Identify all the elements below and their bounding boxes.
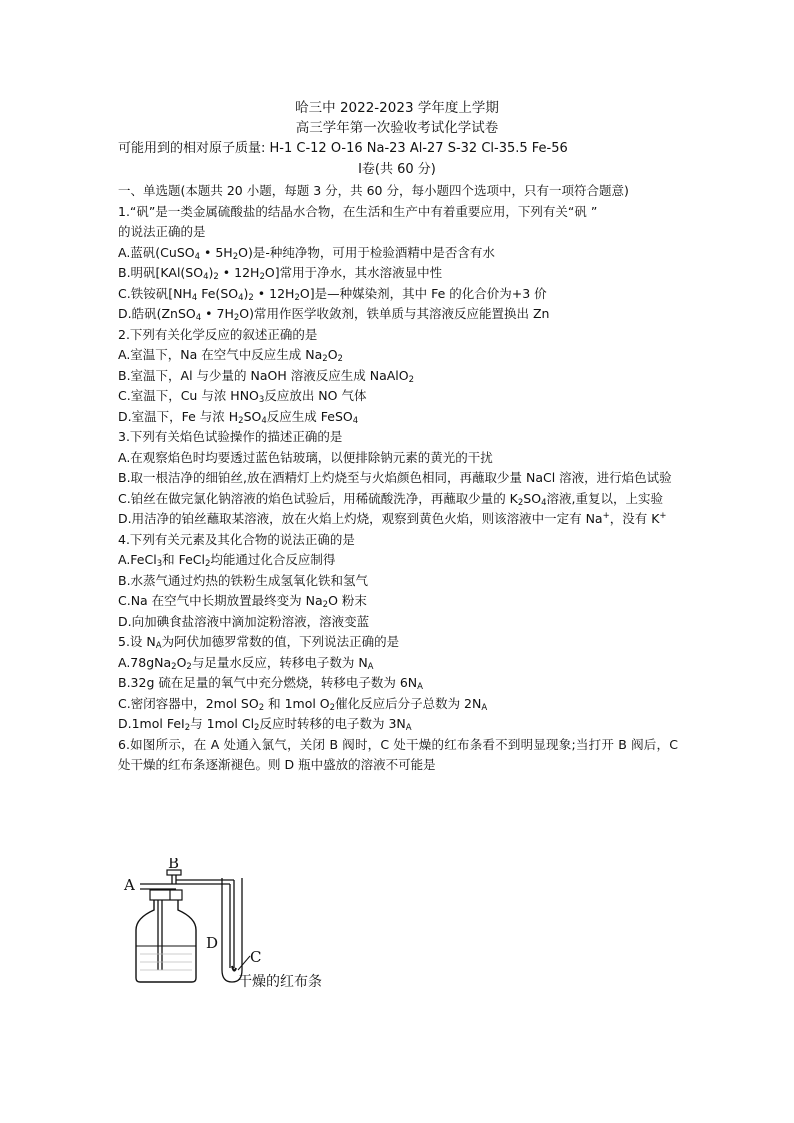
- q5-stem: 5.设 $N_A$为阿伏加德罗常数的值，下列说法正确的是: [118, 634, 400, 651]
- q3-option-c: C.铂丝在做完氯化钠溶液的焰色试验后，用稀硫酸洗净，再蘸取少量的 $K_2SO_4$溶液,重复以，上实验: [118, 490, 663, 508]
- apparatus-figure: [118, 858, 378, 998]
- section-heading: 一、单选题(本题共 20 小题，每题 3 分，共 60 分，每小题四个选项中，只有一项符合题意): [118, 183, 629, 198]
- q2-option-b: B.室温下，Al 与少量的 NaOH 溶液反应生成 NaAlO$_2$: [118, 367, 415, 385]
- q4-stem: 4.下列有关元素及其化合物的说法正确的是: [118, 531, 355, 547]
- label-d: D: [206, 934, 219, 952]
- q1-option-b: B.明矾[$KAl(SO_4)_2$ • $12H_2O$]常用于净水，其水溶液显中性: [118, 265, 443, 282]
- label-b: B: [168, 858, 180, 872]
- q5-option-a: $A.78gNa_2O_2$与足量水反应，转移电子数为 $N_A$: [118, 654, 374, 672]
- header-exam-title: 高三学年第一次验收考试化学试卷: [295, 120, 499, 136]
- q4-option-c: C.Na 在空气中长期放置最终变为 $Na_2O$ 粉末: [118, 593, 367, 610]
- q1-option-d: D.皓矾(ZnSO$_4$ • $7H_2O$)常用作医学收敛剂，铁单质与其溶液反应能置换出 Zn: [118, 306, 550, 323]
- header-school-year: 哈三中 2022-2023 学年度上学期: [295, 100, 499, 116]
- label-c: C: [250, 948, 262, 966]
- q4-option-b: B.水蒸气通过灼热的铁粉生成氢氧化铁和氢气: [118, 572, 369, 588]
- q2-option-d: D.室温下，Fe 与浓 $H_2SO_4$反应生成 FeSO$_4$: [118, 408, 359, 426]
- q2-stem: 2.下列有关化学反应的叙述正确的是: [118, 326, 318, 342]
- q1-option-a: A.蓝矾(CuSO$_4$ • $5H_2O$)是-种纯净物，可用于检验酒精中是否含有水: [118, 244, 495, 262]
- label-a: A: [124, 876, 135, 894]
- q2-option-c: C.室温下，Cu 与浓 $HNO_3$反应放出 NO 气体: [118, 388, 367, 405]
- volume-heading: Ⅰ卷(共 60 分): [358, 162, 436, 177]
- q3-stem: 3.下列有关焰色试验操作的描述正确的是: [118, 429, 343, 444]
- question-content: [118, 181, 678, 776]
- q5-option-b: B.32g 硫在足量的氧气中充分燃烧，转移电子数为 $6N_A$: [118, 675, 423, 692]
- stopper: [150, 890, 182, 900]
- q1-stem-line1: 1.“矾”是一类金属硫酸盐的结晶水合物，在生活和生产中有着重要应用，下列有关“矾 ”: [118, 203, 598, 219]
- q1-stem-line2: 的说法正确的是: [118, 224, 206, 239]
- q5-option-d: D.1mol FeI$_2$与 1mol $Cl_2$反应时转移的电子数为 $3N_A$: [118, 716, 412, 733]
- figure-caption: 干燥的红布条: [238, 974, 322, 990]
- q2-option-a: A.室温下，Na 在空气中反应生成 $Na_2O_2$: [118, 347, 343, 364]
- q3-option-b: B.取一根洁净的细铂丝,放在酒精灯上灼烧至与火焰颜色相同，再蘸取少量 NaCl 溶液，进行焰色试验: [118, 470, 672, 485]
- q1-option-c: C.铁铵矾[$NH_4$ $Fe(SO_4)_2$ • $12H_2O$]是—种媒染剂，其中 Fe 的化合价为+3 价: [118, 285, 547, 303]
- q3-option-d: D.用洁净的铂丝蘸取某溶液，放在火焰上灼烧，观察到黄色火焰，则该溶液中一定有 Na+，没有 K+: [118, 511, 667, 526]
- q3-option-a: A.在观察焰色时均要透过蓝色钴玻璃，以便排除钠元素的黄光的干扰: [118, 449, 493, 465]
- q4-option-d: D.向加碘食盐溶液中滴加淀粉溶液，溶液变蓝: [118, 613, 370, 629]
- apparatus-diagram: [118, 858, 378, 998]
- q5-option-c: C.密闭容器中，2mol $SO_2$ 和 1mol $O_2$催化反应后分子总数为 $2N_A$: [118, 695, 488, 713]
- q4-option-a: A.FeCl$_3$和 FeCl$_2$均能通过化合反应制得: [118, 552, 336, 569]
- atomic-masses: 可能用到的相对原子质量: H-1 C-12 O-16 Na-23 Al-27 S-32 Cl-35.5 Fe-56: [118, 141, 568, 156]
- q6-stem: 6.如图所示，在 A 处通入氯气，关闭 B 阀时，C 处干燥的红布条看不到明显现象;当打开 B 阀后，C 处干燥的红布条逐渐褪色。则 D 瓶中盛放的溶液不可能是: [118, 736, 678, 772]
